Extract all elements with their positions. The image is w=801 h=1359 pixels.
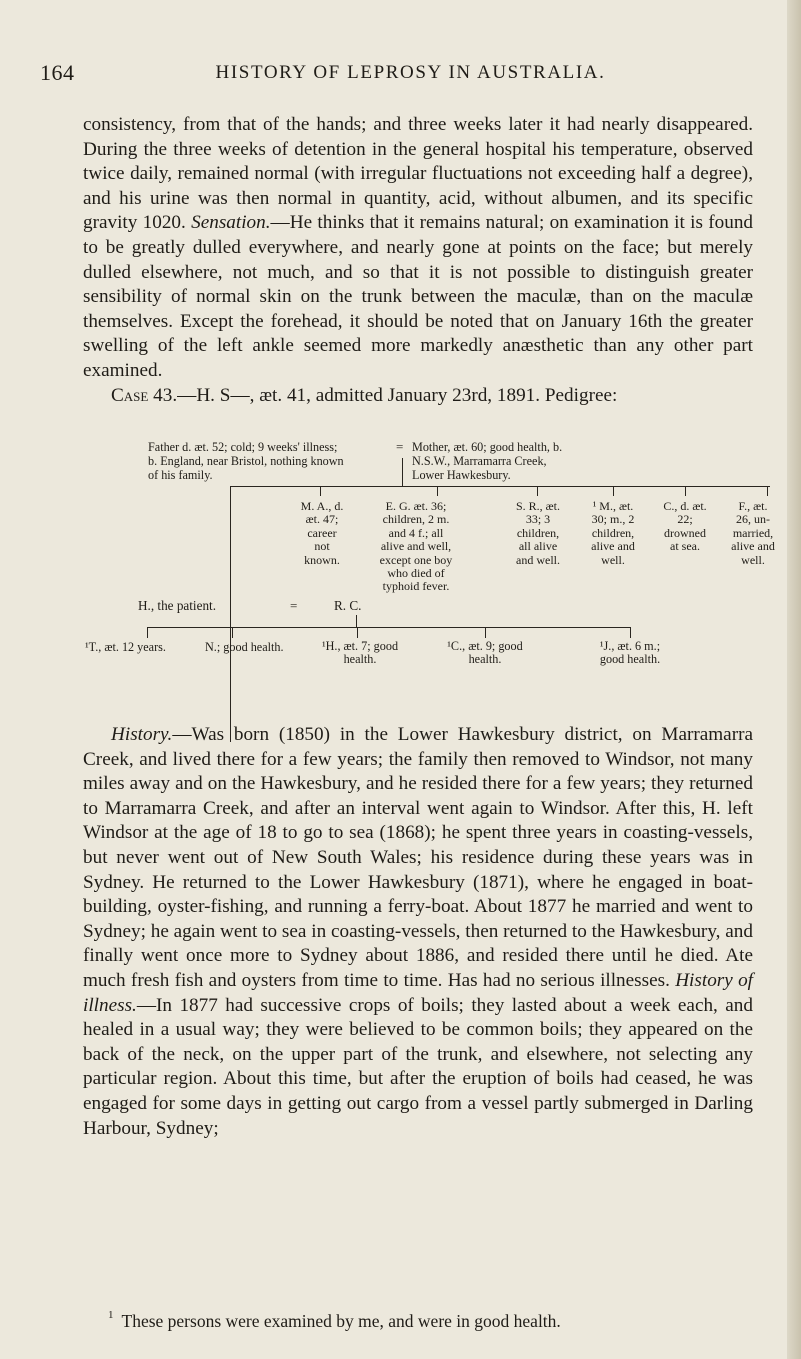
sibling-entry: E. G. æt. 36; children, 2 m. and 4 f.; all alive and well, except one boy who died of typhoid fever. <box>379 499 453 594</box>
sibling-entry: ¹ M., æt. 30; m., 2 children, alive and well. <box>591 499 635 567</box>
history-heading: History. <box>111 724 173 745</box>
father-entry: Father d. æt. 52; cold; 9 weeks' illness; b. England, near Bristol, nothing known of his family. <box>148 440 344 482</box>
paragraph-text: —He thinks that it remains natural; on examination it is found to be greatly dulled everywhere, and nearly gone at points on the face; but merely dulled elsewhere, not much, and so that it is not possible to distinguish greater sensibility of normal skin on the trunk between the maculæ, than on the maculæ themselves. Except the forehead, it should be noted that on January 16th the greater swelling of the left ankle seemed more markedly anæsthetic than any other part examined. <box>83 212 754 381</box>
sensation-heading: Sensation. <box>191 212 271 234</box>
page-number: 164 <box>40 60 75 85</box>
sibling-entry: F., æt. 26, un- married, alive and well. <box>731 499 775 567</box>
paragraph-history <box>83 723 753 1141</box>
child-entry: ¹T., æt. 12 years. <box>85 640 166 654</box>
case-heading: Case 43. <box>111 384 178 406</box>
patient-line <box>230 486 231 742</box>
sibling-line <box>230 486 770 487</box>
marriage-sign: = <box>396 439 404 454</box>
sibling-entry: M. A., d. æt. 47; career not known. <box>300 499 344 567</box>
footnote-marker: 1 <box>108 1309 114 1322</box>
sibling-entry: S. R., æt. 33; 3 children, all alive and well. <box>515 499 560 567</box>
paragraph-text: consistency, from that of the hands; and three weeks later it had nearly disappeared. During the three weeks of detention in the general hospital his temperature, observed twice daily, remained normal (with irregular fluctuations not exceeding half a degree), and his urine was then normal in quantity, acid, without albumen, and its specific gravity 1020. <box>83 114 753 234</box>
child-entry: ¹J., æt. 6 m.; good health. <box>599 639 661 667</box>
sibling-entry: C., d. æt. 22; drowned at sea. <box>663 499 707 554</box>
child-entry: ¹H., æt. 7; good health. <box>321 639 399 667</box>
child-entry: N.; good health. <box>205 640 284 654</box>
patient-marriage-sign: = <box>290 598 298 613</box>
footnote <box>108 1311 768 1332</box>
patient-entry: H., the patient. <box>138 598 217 613</box>
history-of-illness-heading: History of illness. <box>83 969 753 1016</box>
wife-entry: R. C. <box>334 598 362 613</box>
children-descent-line <box>356 615 357 627</box>
running-head: HISTORY OF LEPROSY IN AUSTRALIA. <box>215 62 606 83</box>
case-intro: —H. S—, æt. 41, admitted January 23rd, 1891. Pedigree: <box>177 384 618 406</box>
paragraph-text: —In 1877 had successive crops of boils; they lasted about a week each, and healed in a usual way; they were believed to be common boils; they appeared on the back of the neck, on the upper part of the trunk, and elsewhere, not selecting any particular region. About this time, but after the eruption of boils had ceased, he was engaged for some days in getting out cargo from a vessel partly submerged in Darling Harbour, Sydney; <box>83 994 753 1139</box>
footnote-text: These persons were examined by me, and were in good health. <box>121 1311 561 1331</box>
children-line <box>147 627 631 628</box>
mother-entry: Mother, æt. 60; good health, b. N.S.W., Marramarra Creek, Lower Hawkesbury. <box>412 440 563 482</box>
paragraph-text: —Was born (1850) in the Lower Hawkesbury district, on Marramarra Creek, and lived there for a few years; the family then removed to Windsor, not many miles away and on the Hawkesbury, and he resided there for a few years; they returned to Marramarra Creek, and after an interval went again to Windsor. After this, H. left Windsor at the age of 18 to go to sea (1868); he spent three years in coasting-vessels, but never went out of New South Wales; his residence during these years was in Sydney. He returned to the Lower Hawkesbury (1871), where he engaged in boat-building, oyster-fishing, and running a ferry-boat. About 1877 he married and went to Sydney; he again went to sea in coasting-vessels, then returned to the Hawkesbury, and finally went once more to Sydney about 1886, and resided there until he died. Ate much fresh fish and oysters from time to time. Has had no serious illnesses. <box>83 724 753 991</box>
descent-line <box>402 458 403 486</box>
child-entry: ¹C., æt. 9; good health. <box>447 639 523 667</box>
